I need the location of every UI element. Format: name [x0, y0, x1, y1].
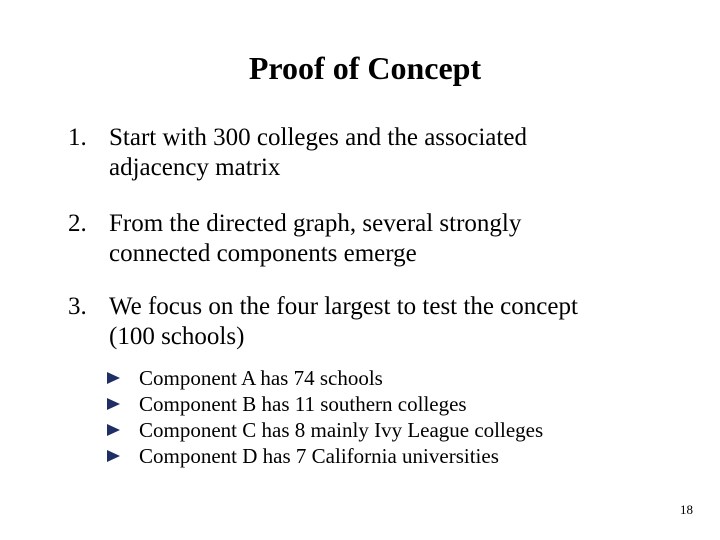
- bullet-item: [107, 417, 667, 443]
- triangle-arrow-icon: [107, 372, 120, 384]
- triangle-arrow-icon: [107, 450, 120, 462]
- item-text-line: adjacency matrix: [109, 154, 281, 181]
- bullet-text: Component C has 8 mainly Ivy League colleges: [139, 418, 544, 442]
- item-text: [109, 209, 688, 269]
- page-number: 18: [680, 502, 693, 517]
- item-text-line: connected components emerge: [109, 240, 417, 267]
- triangle-arrow-icon: [107, 424, 120, 436]
- numbered-item-2: [68, 209, 688, 269]
- numbered-item-3: [68, 292, 688, 352]
- item-text-line: We focus on the four largest to test the concept: [109, 293, 578, 320]
- bullet-item: [107, 443, 667, 469]
- item-text-line: From the directed graph, several strongly: [109, 210, 522, 237]
- item-text: [109, 292, 688, 352]
- item-text-line: (100 schools): [109, 323, 245, 350]
- bullet-text: Component D has 7 California universities: [139, 444, 499, 468]
- bullet-text: Component B has 11 southern colleges: [139, 392, 467, 416]
- numbered-item-1: [68, 123, 688, 183]
- item-number: 1.: [68, 124, 87, 151]
- triangle-arrow-icon: [107, 398, 120, 410]
- item-number: 3.: [68, 293, 87, 320]
- item-text: [109, 123, 688, 183]
- item-number: 2.: [68, 210, 87, 237]
- bullet-item: [107, 391, 667, 417]
- slide-title: Proof of Concept: [248, 50, 482, 86]
- item-text-line: Start with 300 colleges and the associated: [109, 124, 527, 151]
- bullet-item: [107, 365, 667, 391]
- component-bullet-list: [107, 365, 667, 469]
- bullet-text: Component A has 74 schools: [139, 366, 383, 390]
